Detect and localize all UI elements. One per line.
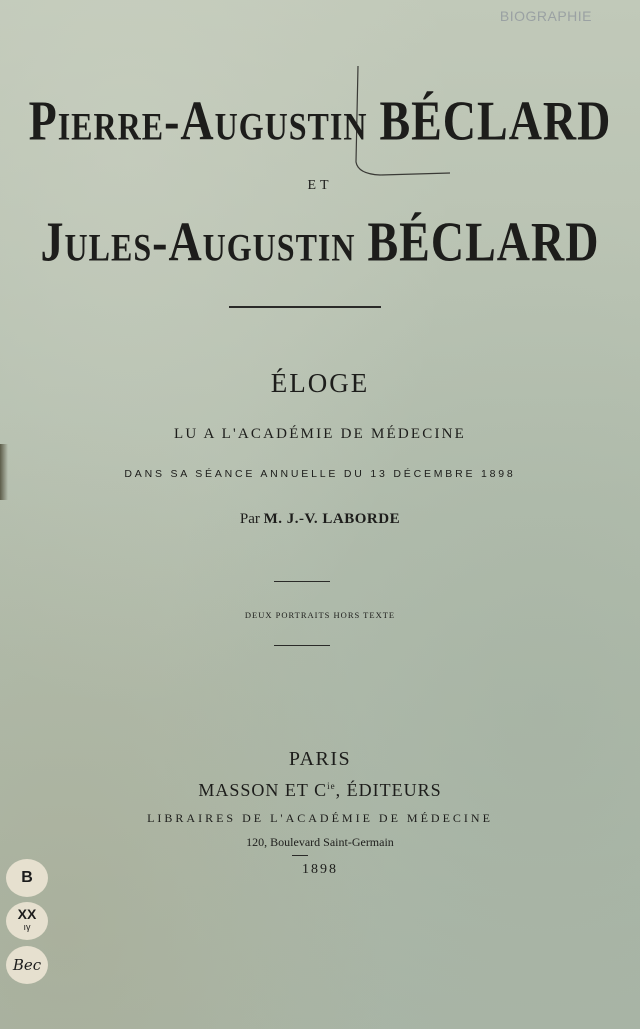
title-line-2 (0, 209, 640, 274)
publisher-name-sup: ie (327, 781, 336, 791)
year-divider (292, 855, 308, 856)
publication-year: 1898 (302, 862, 338, 877)
author-prefix: Par (239, 511, 260, 527)
title-surname-2: BÉCLARD (367, 210, 600, 273)
shelf-label-b: B (6, 859, 48, 897)
shelf-label-xx-sub: ıγ (23, 922, 31, 932)
title-line-1 (0, 88, 640, 153)
subtitle-academie: LU A L'ACADÉMIE DE MÉDECINE (173, 426, 467, 442)
title-divider (229, 306, 381, 308)
shelf-label-bec: Bec (6, 946, 48, 984)
title-first-name-2: Jules-Augustin (40, 210, 356, 273)
session-date-line: DANS SA SÉANCE ANNUELLE DU 13 DÉCEMBRE 1898 (124, 468, 516, 480)
short-divider-top (274, 581, 330, 582)
publisher-address: 120, Boulevard Saint-Germain (246, 835, 394, 849)
author-line (0, 511, 640, 528)
short-divider-bottom (274, 645, 330, 646)
publisher-name-tail: , ÉDITEURS (335, 780, 442, 800)
publisher-name-main: MASSON ET C (198, 780, 328, 800)
publisher-libraires: LIBRAIRES DE L'ACADÉMIE DE MÉDECINE (147, 811, 493, 825)
page-edge-mark (0, 444, 8, 500)
author-name: M. J.-V. LABORDE (263, 511, 401, 527)
portraits-note: DEUX PORTRAITS HORS TEXTE (244, 610, 396, 620)
publisher-name (0, 780, 640, 801)
library-stamp: BIOGRAPHIE (499, 8, 592, 24)
title-surname-1: BÉCLARD (379, 89, 612, 152)
shelf-label-xx-text: XX (17, 906, 37, 922)
subtitle-eloge: ÉLOGE (270, 368, 370, 398)
shelf-label-xx (6, 902, 48, 940)
publisher-city: PARIS (288, 748, 352, 770)
title-first-name-1: Pierre-Augustin (28, 89, 368, 152)
title-connector: ET (307, 178, 333, 193)
